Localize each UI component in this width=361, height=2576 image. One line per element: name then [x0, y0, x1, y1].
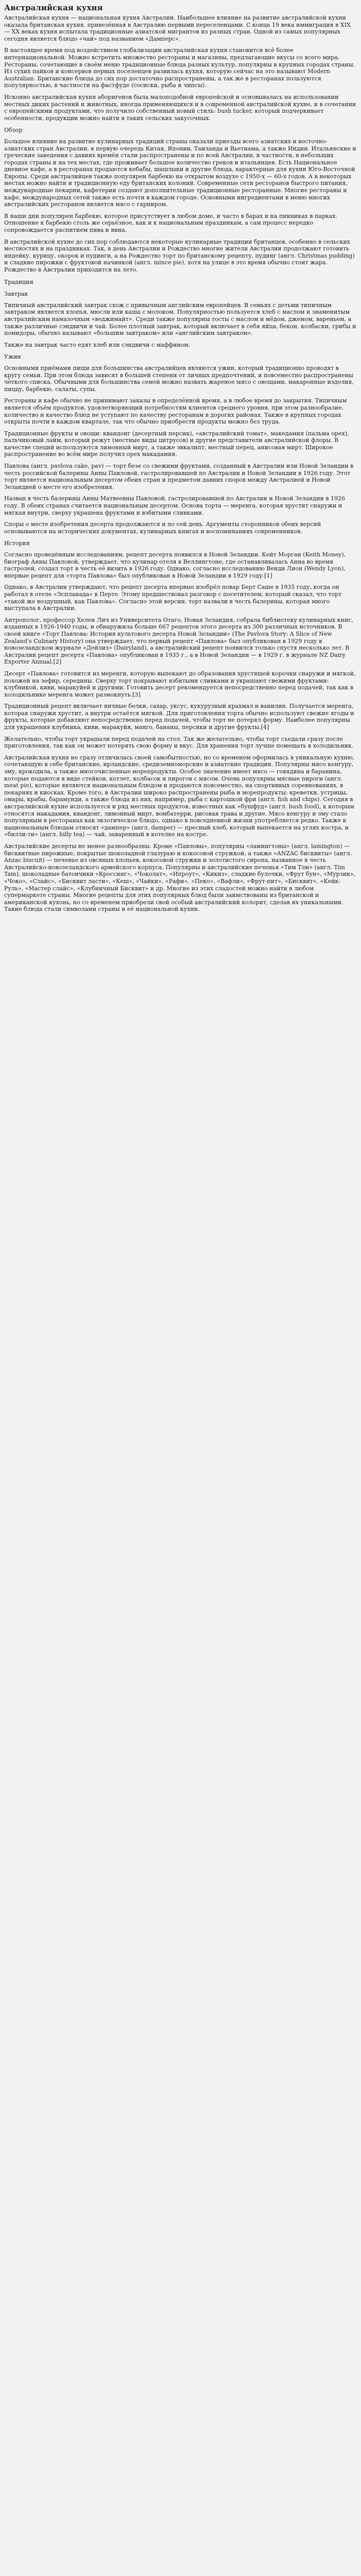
breakfast-heading: Завтрак [4, 291, 28, 298]
pavlova-paragraph: Павлова (англ. pavlova cake, pav) — торт безе со свежими фруктами, созданный в Австралии или Новой Зеландии в честь российской балерины Анны Павловой, гастролировавшей по Австралии и Новой Зеландии в 1926 году. Этот торт является национальным десертом обеих стран и предметом давних споров между Австралией и Новой Зеландией о месте его изобретения. [4, 463, 354, 490]
desserts-paragraph: Австралийские десерты не менее разнообразны. Кроме «Павловы», популярны «ламингтоны» (англ. lamington) — бисквитные пирожные, покрытые шоколадной глазурью и кокосовой стружкой, а также «ANZAC бисквиты» (англ. Anzac biscuit) — печенье из овсяных хлопьев, кокосовой стружки и золотистого сиропа, названное в честь Австралийско-новозеландского армейского корпуса. Популярны и австралийские печенья «Тим Тэм» (англ. Tim Tam), шоколадные батончики «Кроссинг», «Чоколат», «Ипроут», «Кикиз», сладкие булочки, «Фрут бун», «Мурзик», «Чоко», «Слайс», «Бисквит ласти», «Кеш», «Чайки», «Рафи», «Пеко», «Вафли», «Фрут-пит», «Бисквит», «Кейк-Руль», «Мастер слайс», «Клубничный Бисквит» и др. Многие из этих сладостей можно найти в любом супермаркете страны. Многие рецепты для этих популярных блюд были заимствованы из британской и американской кухонь, но со временем приобрели свой особый австралийский колорит, сделав их уникальными. Такие блюда стали символами страны и её национальной кухни. [4, 842, 356, 913]
breakfast-paragraph: Типичный австралийский завтрак схож с привычным английским европейцев. В семьях с детьми типичным завтраком является хлопья, мюсли или каша с молоком. Популярностью пользуется хлеб с маслом и знаменитым австралийским намазочным «веджимайт». Среди также популярны тосты с маслом и мёдом, джемом, вареньем, а также различные сэндвичи и чай. Более плотный завтрак, который включает в себя яйца, бекон, колбаски, грибы и помидоры, обычно называют «большим завтраком» или «английским завтраком». [4, 301, 356, 337]
overview-paragraph-2: В наши дни популярен барбекю, которое присутствует в любом доме, и часто в барах и на пикниках в парках. Отношение к барбекю столь же серьёзное, как и к национальным праздникам, а сам процесс нередко сопровождается распитием пива и вина. [4, 212, 338, 234]
fruits-paragraph: Традиционные фрукты и овощи: квандонг (десертный персик), «австралийский томат», македамия (пальма орех), пальчиковый лайм, который режут (местные виды цитрусов) и другие представители австралийской флоры. В качестве специй используются лимонный мирт, а также эвкалипт, местный перец, анисовая мирт. Широкое распространение во всём мире получил орех макадамия. [4, 430, 349, 458]
meat-paragraph: Австралийская кухня не сразу отличилась своей самобытностью, но со временем оформилась в уникальную кухню, сочетающую в себе британские, ирландские, средиземноморские и азиатские традиции. Популярны мясо кенгуру, эму, крокодила, а также многочисленные морепродукты. Особое значение имеет мясо — говядина и баранина, которые подаются в виде стейков, котлет, колбасок и пирогов с мясом. Очень популярны мясные пироги (англ. meat pie), которые являются национальным блюдом и продаются повсеместно, на спортивных соревнованиях, в пекарнях и киосках. Кроме того, в Австралии широко распространены рыба и морепродукты: креветки, устрицы, омары, крабы, барамунди, а также блюда из них, например, рыба с картошкой фри (англ. fish and chips). Сегодня в австралийской кухне используется и ряд местных продуктов, известных как «бушфуд» (англ. bush food), к которым относятся макадамия, квандонг, лимонный мирт, вомбатерри, рисовая трава и другие. Мясо кенгуру и эму стало популярным в ресторанах как экзотическое блюдо, однако в повседневной жизни употребляется редко. Также к национальным блюдам относят «дампер» (англ. damper) — пресный хлеб, который выпекается на углях костра, и «билли-ти» (англ. billy tea) — чай, заваренный в котелке на костре. [4, 754, 355, 838]
overview-paragraph-1: Большое влияние на развитие кулинарных традиций страны оказали приезды всего азиатских и восточно-азиатских стран Австралии, в первую очередь Китая, Японии, Таиланда и Вьетнама, а также Индии. Итальянские и греческие заведения с давних времён стали распространены и по всей Австралии, в частности, в небольших городах страны и на тех местах, где проживает большое количество греков и итальянцев. Есть Национальное дневное кафе, а в ресторанах продаются кебабы, шашлыки и другие блюда, характерные для кухни Юго-Восточной Европы. Среди австралийцев также популярен барбекю на открытом воздухе с 1950-х — 60-х годов. А в некоторых местах можно найти и традиционную еду британских колоний. Современные сети ресторанов быстрого питания, международные пекарни, кафетерии создают дополнительные традиционные ресторанные. Многие рестораны и кафе, международных сетей также есть почти в каждом городе. Основными ингредиентами в меню многих австралийских ресторанов является мясо с гарниром. [4, 138, 356, 208]
history-paragraph-2: Однако, в Австралии утверждают, что рецепт десерта впервые изобрёл повар Берт Саше в 1935 году, когда он работал в отеле «Эспланада» в Перте. Этому предшествовал разговор с посетителем, который сказал, что торт «такой же воздушный, как Павлова». Согласно этой версии, торт назвали в честь балерины, которая много выступала в Австралии. [4, 584, 342, 612]
history-heading: История [4, 540, 30, 547]
traditions-heading: Традиции [4, 278, 33, 285]
page-title: Австралийская кухня [4, 3, 103, 12]
lunch-paragraph: Основными приёмами пищи для большинства австралийцев являются ужин, который традиционно проводят в кругу семьи. При этом блюда зависят в большей степени от личных предпочтений, и повсеместно распространены чёткого списка. Обычными для большинства семей можно назвать жареное мясо с овощами, макаронные изделия, пиццу, барбекю, салаты, супы. [4, 364, 354, 393]
history-paragraph-3: Антрополог, профессор Хелен Лич из Университета Отаго, Новая Зеландия, собрала библиотеку кулинарных книг, изданных в 1926-1940 годы, и обнаружила больше 667 рецептов этого десерта из 300 различных источников. В своей книге «Торт Павлова: История культового десерта Новой Зеландии» (The Pavlova Story: A Slice of New Zealand's Culinary History) она утверждает, что первый рецепт «Павлова» был опубликован в 1929 году в новозеландском журнале «Дейлиз» (Dairyland), а австралийский рецепт появился только спустя несколько лет. В Австралии рецепт десерта «Павлова» опубликован в 1935 г., а в Новой Зеландии — в 1929 г. в журнале NZ Dairy Exporter Annual.[2] [4, 616, 353, 666]
intro-paragraph: Австралийская кухня — национальная кухня Австралии. Наибольшее влияние на развитие австралийской кухни оказала британская кухня, привезённая в Австралию первыми переселенцами. С конца 19 века иммиграция в XIX — XX веках кухня испытала традиционные азиатской мигрантов из разных стран. Одной из самых популярных сегодня является блюдо «чай» под названием «Дамперс». [4, 14, 351, 42]
lunch-heading: Ужин [4, 353, 21, 361]
history-paragraph-4: Десерт «Павлова» готовится из меренги, которую выпекают до образования хрустящей корочки снаружи и мягкой, похожей на зефир, середины. Сверху торт покрывают взбитыми сливками и украшают свежими фруктами: клубникой, киви, маракуйей и другими. Готовить десерт рекомендуется непосредственно перед подачей, так как в холодильнике меренга может размокнуть.[3] [4, 670, 356, 698]
article-body [4, 14, 357, 913]
overview-heading: Обзор [4, 127, 23, 134]
history-paragraph-6: Желательно, чтобы торт украшали перед подачей на стол. Так же желательно, чтобы торт съедали сразу после приготовления, так как он может потерять свою форму и вкус. Для хранения торт лучше помещать в холодильник. [4, 735, 354, 750]
aboriginal-paragraph: Исконно австралийская кухня аборигенов была малоподобной европейской и основывалась на использовании местных диких растений и животных, иногда применяющихся и в современной австралийской кухне, и в сочетании с европейскими продуктами, что получило собственный новый стиль: bush tucker, который подчеркивает особенности, продукции можно найти в таких сельских закусочных. [4, 93, 356, 122]
overview-paragraph-3: В австралийской кухне до сих пор соблюдаются некоторые кулинарные традиции британцев, особенно в сельских местностях и на праздниках. Так, в день Австралии и Рождество многие жители Австралии продолжают готовить индейку, курицу, окорок и пудинги, а на Рождество торт по британскому рецепту, пудинг (англ. Christmas pudding) и сладкие пирожки с фруктовой начинкой (англ. mince pie), хотя на улице в это время обычно стоит жара. Рождество в Австралии приходится на лето. [4, 238, 355, 273]
pavlova-paragraph-2: Назван в честь балерины Анны Матвеевны Павловой, гастролировавшей по Австралии и Новой Зеландии в 1926 году. В обеих странах считается национальным десертом. Основа торта — меренга, которая хрустит снаружи и мягкая внутри, сверху украшена фруктами и взбитыми сливками. [4, 495, 346, 516]
pavlova-paragraph-3: Споры о месте изобретения десерта продолжаются и по сей день. Аргументы сторонников обеих версий основываются на исторических документах, кулинарных книгах и воспоминаниях современников. [4, 521, 321, 535]
history-paragraph-5: Традиционный рецепт включает яичные белки, сахар, уксус, кукурузный крахмал и ванилин. Получается меренга, которая снаружи хрустит, а внутри остаётся мягкой. Для приготовления торта обычно используют свежие ягоды и фрукты, которые добавляют непосредственно перед подачей, чтобы торт не потерял форму. Наиболее популярны для украшения клубника, киви, маракуйя, манго, бананы, персики и другие фрукты.[4] [4, 703, 354, 731]
breakfast-note: Также на завтрак часто едят хлеб или сэндвичи с маффином. [4, 341, 191, 348]
modern-cuisine-paragraph: В настоящее время под воздействием глобализации австралийская кухня становится всё более интернациональной. Можно встретить множество рестораны и магазины, предлагающие вкусы со всего мира. Рестораны, сочетающие в своём меню традиционные блюда разных культур, популярны в крупных городах страны. Из сухих пайков и консервов первых поселенцев развилась кухня, которую сейчас на это называют Modern Australian. Британские блюда до сих пор достаточно распространены, а так же в ресторанах пользуются популярностью, в частности на фастфуде (сосиски, рыба и чипсы). [4, 47, 355, 89]
history-paragraph-1: Согласно проведённым исследованиям, рецепт десерта появился в Новой Зеландии. Кейт Морган (Keith Money), биограф Анны Павловой, утверждает, что кулинар отеля в Веллингтоне, где останавливалась Анна во время гастролей, создал торт в честь её визита в 1926 году. Однако, согласно исследованию Венди Лион (Wendy Lyon), впервые рецепт для «торта Павлова» был опубликован в Новой Зеландии в 1929 году.[1] [4, 551, 346, 579]
dinner-paragraph: Рестораны и кафе обычно не принимают заказы в определённой время, а в любое время до закрытия. Типичным является объём продуктов, удовлетворяющий потребностям клиентов среднего уровня, при этом разнообразие, количество и качество блюд не уступают по качеству ресторанам в дорогих районах. Также в крупных городах открыты почти в каждом квартале, так что обычно приобрести продукты можно без труда. [4, 397, 347, 426]
